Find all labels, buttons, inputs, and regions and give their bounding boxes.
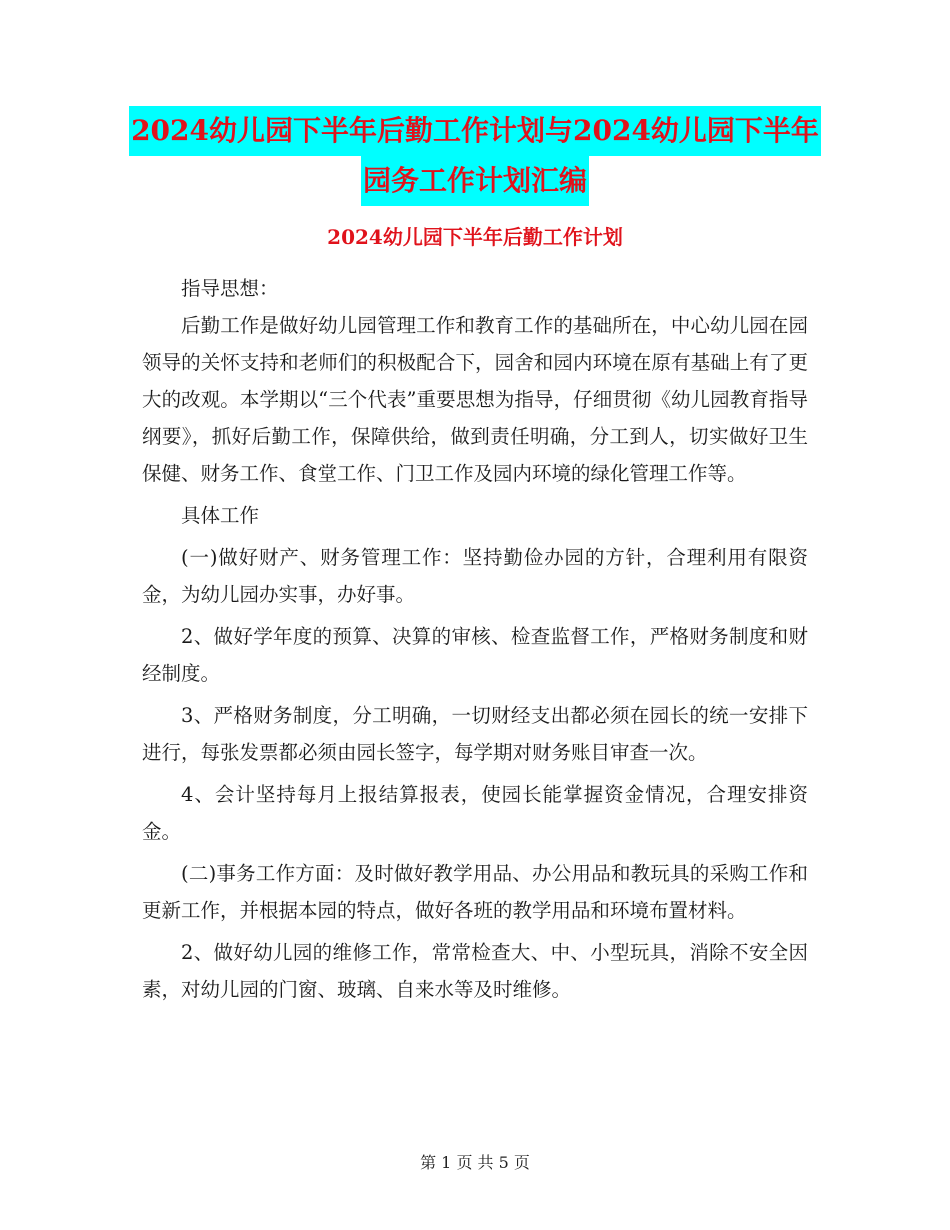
paragraph-item-3: 3、严格财务制度，分工明确，一切财经支出都必须在园长的统一安排下进行，每张发票都必须由园长签字，每学期对财务账目审查一次。 (142, 704, 808, 764)
title-line-2: 园务工作计划汇编 (361, 156, 589, 206)
document-body (142, 270, 808, 1013)
paragraph-item-1: (一)做好财产、财务管理工作：坚持勤俭办园的方针，合理利用有限资金，为幼儿园办实事，办好事。 (142, 546, 808, 606)
paragraph-guiding-text: 后勤工作是做好幼儿园管理工作和教育工作的基础所在，中心幼儿园在园领导的关怀支持和老师们的积极配合下，园舍和园内环境在原有基础上有了更大的改观。本学期以“三个代表”重要思想为指导，仔细贯彻《幼儿园教育指导纲要》，抓好后勤工作，保障供给，做到责任明确，分工到人，切实做好卫生保健、财务工作、食堂工作、门卫工作及园内环境的绿化管理工作等。 (142, 314, 808, 485)
paragraph-item-6: 2、做好幼儿园的维修工作，常常检查大、中、小型玩具，消除不安全因素，对幼儿园的门窗、玻璃、自来水等及时维修。 (142, 941, 808, 1001)
section-title: 2024幼儿园下半年后勤工作计划 (327, 225, 623, 249)
document-title (0, 106, 950, 206)
paragraph-specific-heading: 具体工作 (181, 504, 260, 527)
paragraph-guiding-heading: 指导思想： (181, 277, 279, 300)
paragraph-item-2: 2、做好学年度的预算、决算的审核、检查监督工作，严格财务制度和财经制度。 (142, 625, 808, 685)
title-line-1: 2024幼儿园下半年后勤工作计划与2024幼儿园下半年 (129, 106, 821, 156)
paragraph-item-5: (二)事务工作方面：及时做好教学用品、办公用品和教玩具的采购工作和更新工作，并根据本园的特点，做好各班的教学用品和环境布置材料。 (142, 862, 808, 922)
page-footer: 第 1 页 共 5 页 (420, 1153, 530, 1172)
paragraph-item-4: 4、会计坚持每月上报结算报表，使园长能掌握资金情况，合理安排资金。 (142, 783, 808, 843)
